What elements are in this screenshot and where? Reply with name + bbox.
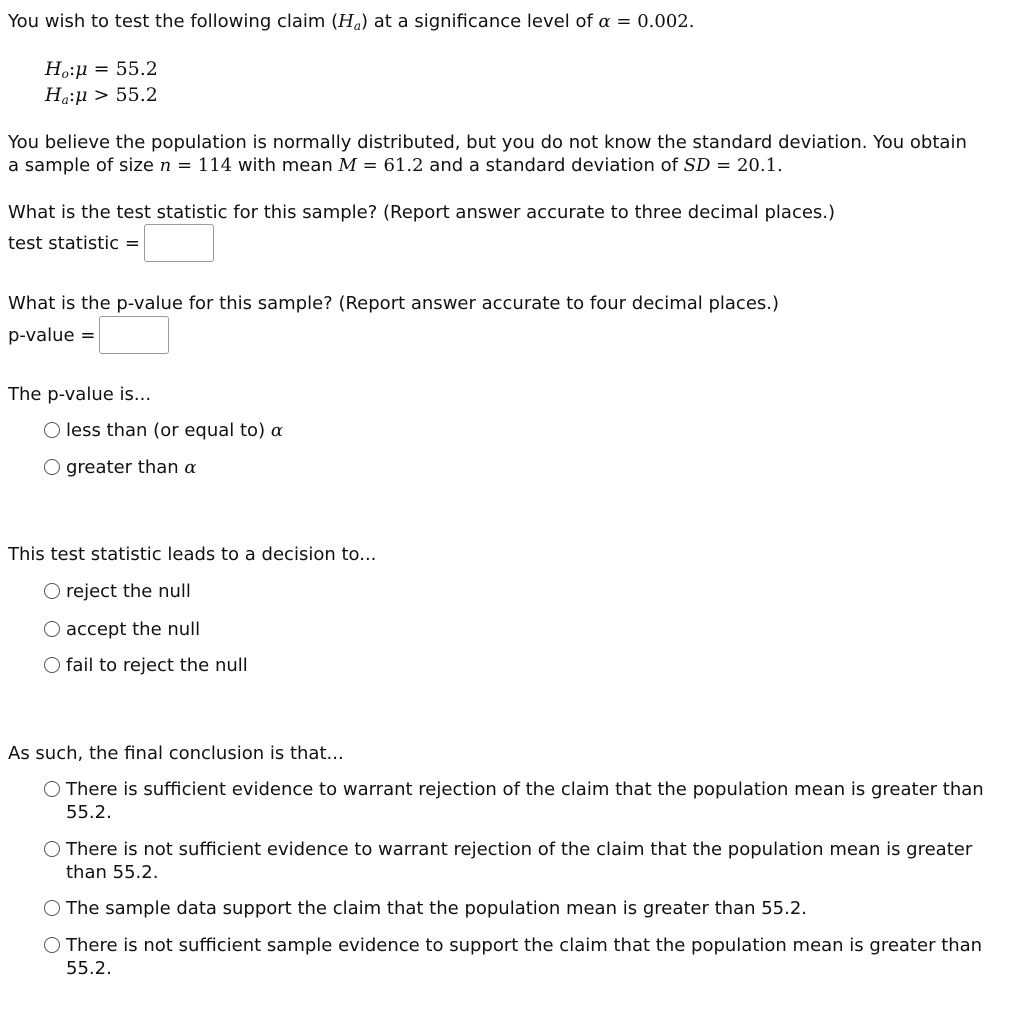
description-line-1: You believe the population is normally distributed, but you do not know the standard deviation. You obtain — [8, 132, 967, 153]
radio-button[interactable] — [44, 583, 60, 599]
claim-statement: You wish to test the following claim $(H_a)$ at a significance level of α = 0.002. — [8, 11, 695, 33]
test-statistic-input[interactable] — [144, 224, 214, 262]
radio-button[interactable] — [44, 657, 60, 673]
radio-button[interactable] — [44, 459, 60, 475]
p-value-row — [8, 316, 169, 354]
conclusion-option-3[interactable]: The sample data support the claim that the population mean is greater than 55.2. — [44, 897, 1004, 920]
compare-option-greater[interactable]: greater than α — [44, 456, 1004, 479]
null-hypothesis: $H_o:\mu = 55.2$ — [45, 58, 158, 81]
decision-option-fail-to-reject[interactable]: fail to reject the null — [44, 654, 1004, 677]
alternative-hypothesis: $H_a:\mu > 55.2$ — [45, 84, 158, 107]
test-statistic-label: test statistic = — [8, 232, 140, 254]
radio-button[interactable] — [44, 900, 60, 916]
conclusion-option-4[interactable]: There is not sufficient sample evidence to support the claim that the population mean is greater than 55.2. — [44, 934, 1004, 980]
compare-prompt: The p-value is... — [8, 384, 152, 405]
p-value-prompt: What is the p-value for this sample? (Report answer accurate to four decimal places.) — [8, 293, 780, 314]
radio-button[interactable] — [44, 621, 60, 637]
description-line-2: a sample of size n = 114 with mean M = 61.2 and a standard deviation of SD = 20.1. — [8, 155, 783, 176]
radio-button[interactable] — [44, 422, 60, 438]
p-value-label: p-value = — [8, 324, 96, 346]
radio-button[interactable] — [44, 937, 60, 953]
equals-sign: = — [610, 11, 638, 32]
conclusion-prompt: As such, the final conclusion is that... — [8, 743, 344, 764]
test-statistic-prompt: What is the test statistic for this sample? (Report answer accurate to three decimal places.) — [8, 202, 836, 223]
p-value-input[interactable] — [99, 316, 169, 354]
test-statistic-row — [8, 224, 214, 262]
compare-option-less[interactable]: less than (or equal to) α — [44, 419, 1004, 442]
ha-symbol: $H_a$ — [338, 11, 362, 33]
conclusion-option-1[interactable]: There is sufficient evidence to warrant rejection of the claim that the population mean is greater than 55.2. — [44, 778, 1004, 824]
radio-button[interactable] — [44, 781, 60, 797]
alpha-value: 0.002 — [637, 11, 689, 32]
claim-text: You wish to test the following claim ( — [8, 11, 339, 32]
decision-option-accept[interactable]: accept the null — [44, 618, 1004, 641]
decision-option-reject[interactable]: reject the null — [44, 580, 1004, 603]
sample-description — [8, 131, 967, 177]
alpha-symbol: α — [598, 11, 611, 32]
radio-button[interactable] — [44, 841, 60, 857]
decision-prompt: This test statistic leads to a decision to... — [8, 544, 377, 565]
claim-text-middle: ) at a significance level of — [361, 11, 599, 32]
conclusion-option-2[interactable]: There is not sufficient evidence to warrant rejection of the claim that the population mean is greater than 55.2. — [44, 838, 1004, 884]
